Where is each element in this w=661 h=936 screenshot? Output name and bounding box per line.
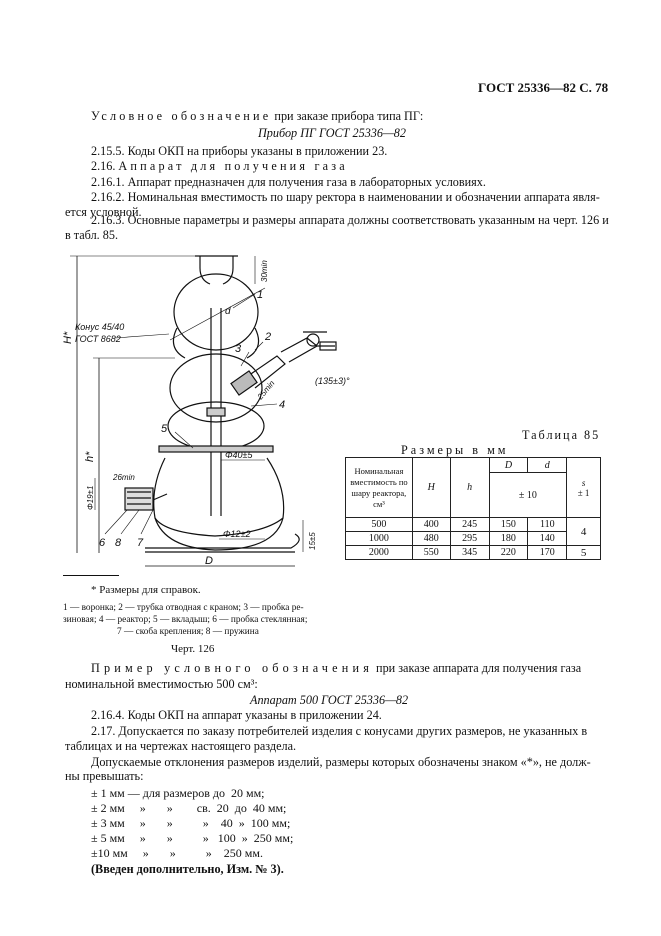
cell-d: 140 xyxy=(528,532,567,546)
designation-rest: при заказе прибора типа ПГ: xyxy=(274,109,424,123)
designation-label: Условное обозначение xyxy=(91,109,272,123)
para-2-16-1: 2.16.1. Аппарат предназначен для получения газа в лабораторных условиях. xyxy=(91,175,486,189)
header-capacity: Номинальная вместимость по шару реактора, см³ xyxy=(346,458,413,518)
dim-26min: 26min xyxy=(113,473,135,482)
callout-8: 8 xyxy=(115,537,122,549)
example-rest: при заказе аппарата для получения газа xyxy=(376,661,582,675)
para-2-15-5: 2.15.5. Коды ОКП на приборы указаны в приложении 23. xyxy=(91,144,388,158)
header-h: h xyxy=(450,458,489,518)
tolerance-line: ± 5 мм » » » 100 » 250 мм; xyxy=(91,831,294,845)
cell-D: 150 xyxy=(489,518,528,532)
header-s-label: s xyxy=(581,477,586,488)
tolerance-line: ± 1 мм — для размеров до 20 мм; xyxy=(91,786,265,800)
cell-v: 2000 xyxy=(346,546,413,560)
header-H: H xyxy=(412,458,450,518)
cell-s: 4 xyxy=(567,518,601,546)
callout-3: 3 xyxy=(235,343,242,355)
cell-H: 480 xyxy=(412,532,450,546)
para-2-16-4: 2.16.4. Коды ОКП на аппарат указаны в приложении 24. xyxy=(91,708,382,722)
deviation-a: Допускаемые отклонения размеров изделий, размеры которых обозначены знаком «*», не долж- xyxy=(91,755,591,769)
callout-4: 4 xyxy=(279,399,286,411)
table-row xyxy=(346,546,601,560)
gost-label: ГОСТ 8682 xyxy=(75,334,121,344)
cell-D: 220 xyxy=(489,546,528,560)
tolerance-line: ± 3 мм » » » 40 » 100 мм; xyxy=(91,816,291,830)
table-row xyxy=(346,532,601,546)
legend-line-2: зиновая; 4 — реактор; 5 — вкладыш; 6 — пробка стеклянная; xyxy=(63,615,308,625)
example-designation: Аппарат 500 ГОСТ 25336—82 xyxy=(250,693,409,707)
dim-d: d xyxy=(225,306,231,317)
callout-7: 7 xyxy=(137,537,144,549)
legend-line-1: 1 — воронка; 2 — трубка отводная с краном; 3 — пробка ре- xyxy=(63,603,304,613)
cell-H: 550 xyxy=(412,546,450,560)
dim-25min: 25min xyxy=(255,378,277,402)
table-title: Таблица 85 xyxy=(522,428,601,442)
para-2-17b: таблицах и на чертежах настоящего раздела. xyxy=(65,739,297,753)
page-header: ГОСТ 25336—82 С. 78 xyxy=(478,80,609,95)
example-intro xyxy=(91,661,581,676)
table-85 xyxy=(345,457,601,560)
cell-v: 1000 xyxy=(346,532,413,546)
cell-H: 400 xyxy=(412,518,450,532)
deviation-b: ны превышать: xyxy=(65,769,144,783)
dim-30min: 30min xyxy=(260,260,269,282)
callout-2: 2 xyxy=(265,331,272,343)
callout-6: 6 xyxy=(99,537,106,549)
tolerance-line: ±10 мм » » » 250 мм. xyxy=(91,846,263,860)
callout-1: 1 xyxy=(257,289,264,301)
designation-intro xyxy=(91,109,423,124)
dim-phi19: Φ19±1 xyxy=(86,485,95,510)
header-s xyxy=(567,458,601,518)
figure-caption: Черт. 126 xyxy=(171,643,215,655)
para-2-16-2a: 2.16.2. Номинальная вместимость по шару ректора в наименовании и обозначении аппарата явля- xyxy=(91,190,600,204)
tolerance-line: ± 2 мм » » св. 20 до 40 мм; xyxy=(91,801,287,815)
footnote-rule xyxy=(63,575,119,576)
legend-line-3: 7 — скоба крепления; 8 — пружина xyxy=(117,627,259,637)
table-row xyxy=(346,518,601,532)
header-s-tol: ± 1 xyxy=(577,487,590,498)
para-2-17a: 2.17. Допускается по заказу потребителей изделия с конусами других размеров, не указанных в xyxy=(91,724,588,738)
apparatus-drawing xyxy=(55,248,375,580)
cell-D: 180 xyxy=(489,532,528,546)
dim-angle: (135±3)° xyxy=(315,376,350,386)
section-2-16 xyxy=(91,159,348,174)
cell-d: 170 xyxy=(528,546,567,560)
cell-h: 345 xyxy=(450,546,489,560)
cell-h: 245 xyxy=(450,518,489,532)
para-2-16-3a: 2.16.3. Основные параметры и размеры аппарата должны соответствовать указанным на черт. 126 и xyxy=(91,213,609,227)
example-label: Пример условного обозначения xyxy=(91,661,373,675)
table-subtitle: Размеры в мм xyxy=(401,443,509,457)
example-line2: номинальной вместимостью 500 см³: xyxy=(65,677,258,691)
section-number: 2.16. xyxy=(91,159,116,173)
cone-label: Конус 45/40 xyxy=(75,322,125,332)
footnote: * Размеры для справок. xyxy=(91,584,201,596)
para-2-16-3b: в табл. 85. xyxy=(65,228,118,242)
dim-h: h* xyxy=(84,451,96,462)
callout-5: 5 xyxy=(161,423,168,435)
header-D: D xyxy=(489,458,528,473)
para-2-16-2b: ется условной. xyxy=(65,205,142,219)
header-d: d xyxy=(528,458,567,473)
dim-phi40: Φ40±5 xyxy=(225,450,253,460)
dim-15: 15±5 xyxy=(308,532,317,550)
cell-s: 5 xyxy=(567,546,601,560)
section-title: Аппарат для получения газа xyxy=(118,159,348,173)
dim-D: D xyxy=(205,555,213,567)
cell-v: 500 xyxy=(346,518,413,532)
dim-H: H* xyxy=(62,331,74,344)
amendment-note: (Введен дополнительно, Изм. № 3). xyxy=(91,862,284,876)
dim-phi12: Φ12±2 xyxy=(223,529,251,539)
designation-example: Прибор ПГ ГОСТ 25336—82 xyxy=(258,126,406,140)
header-dd-tol: ± 10 xyxy=(489,473,567,518)
cell-h: 295 xyxy=(450,532,489,546)
cell-d: 110 xyxy=(528,518,567,532)
